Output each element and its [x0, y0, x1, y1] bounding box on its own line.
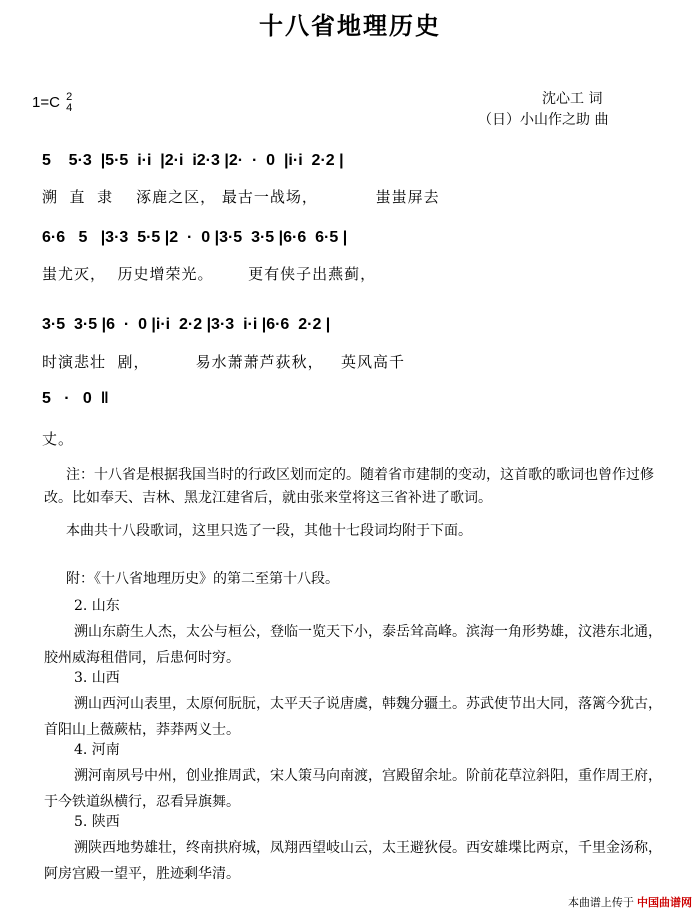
- footer-watermark: [568, 894, 692, 910]
- key-signature: [32, 92, 72, 114]
- score-line-3-notes: 3·5 3·5 |6 · 0 |i·i 2·2 |3·3 i·i |6·6 2·2 |: [42, 316, 331, 333]
- score-line-1-notes: 5 5·3 |5·5 i·i |2·i i2·3 |2· · 0 |i·i 2·2 |: [42, 152, 344, 169]
- composer-credit: （日）小山作之助 曲: [478, 112, 609, 128]
- time-numerator: 2: [66, 91, 73, 103]
- note-paragraph-2: 本曲共十八段歌词，这里只选了一段，其他十七段词均附于下面。: [66, 523, 472, 539]
- score-line-3-lyrics: 时演悲壮 剧， 易水萧萧芦荻秋， 英风高千: [42, 353, 405, 371]
- section-heading-henan: 4. 河南: [74, 742, 120, 758]
- section-text-shandong: 溯山东蔚生人杰，太公与桓公，登临一览天下小，泰岳耸高峰。滨海一角形势雄，汶港东北通，胶州威海租借同，后患何时穷。: [44, 624, 662, 666]
- footer-prefix: 本曲谱上传于: [567, 897, 634, 909]
- score-line-2-lyrics: 蚩尤灭， 历史增荣光。 更有侠子出燕蓟，: [42, 265, 377, 283]
- score-line-2-notes: 6·6 5 |3·3 5·5 |2 · 0 |3·5 3·5 |6·6 6·5 |: [42, 229, 348, 246]
- section-heading-shandong: 2. 山东: [74, 598, 120, 614]
- lyricist-credit: 沈心工 词: [542, 91, 603, 107]
- page-title: 十八省地理历史: [259, 11, 441, 40]
- appendix-heading: 附：《十八省地理历史》的第二至第十八段。: [66, 571, 339, 587]
- score-line-4-lyrics: 丈。: [42, 430, 75, 448]
- section-heading-shanxi: 3. 山西: [74, 670, 120, 686]
- time-signature: [66, 92, 72, 114]
- score-line-1-lyrics: 溯 直 隶 涿鹿之区， 最古一战场， 蚩蚩屏去: [42, 188, 440, 206]
- time-denominator: 4: [66, 102, 73, 114]
- section-heading-shaanxi: 5. 陕西: [74, 814, 120, 830]
- note-paragraph-1: 注：十八省是根据我国当时的行政区划而定的。随着省市建制的变动，这首歌的歌词也曾作过修改。比如奉天、吉林、黑龙江建省后，就由张来堂将这三省补进了歌词。: [44, 467, 654, 506]
- footer-site[interactable]: 中国曲谱网: [637, 897, 692, 909]
- key-label: 1=C: [32, 93, 60, 111]
- section-text-henan: 溯河南夙号中州，创业推周武，宋人策马向南渡，宫殿留余址。阶前花草泣斜阳，重作周王府，于今铁道纵横行，忍看异旗舞。: [44, 768, 662, 810]
- section-text-shaanxi: 溯陕西地势雄壮，终南拱府城，凤翔西望岐山云，太王避狄侵。西安雄堞比两京，千里金汤称，阿房宫殿一望平，胜迹剩华清。: [44, 840, 662, 882]
- score-line-4-notes: 5 · 0 ‖: [42, 390, 109, 407]
- section-text-shanxi: 溯山西河山表里，太原何朊朊，太平天子说唐虞，韩魏分疆土。苏武使节出大同，落篱今犹古，首阳山上薇蕨枯，莽莽两义士。: [44, 696, 662, 738]
